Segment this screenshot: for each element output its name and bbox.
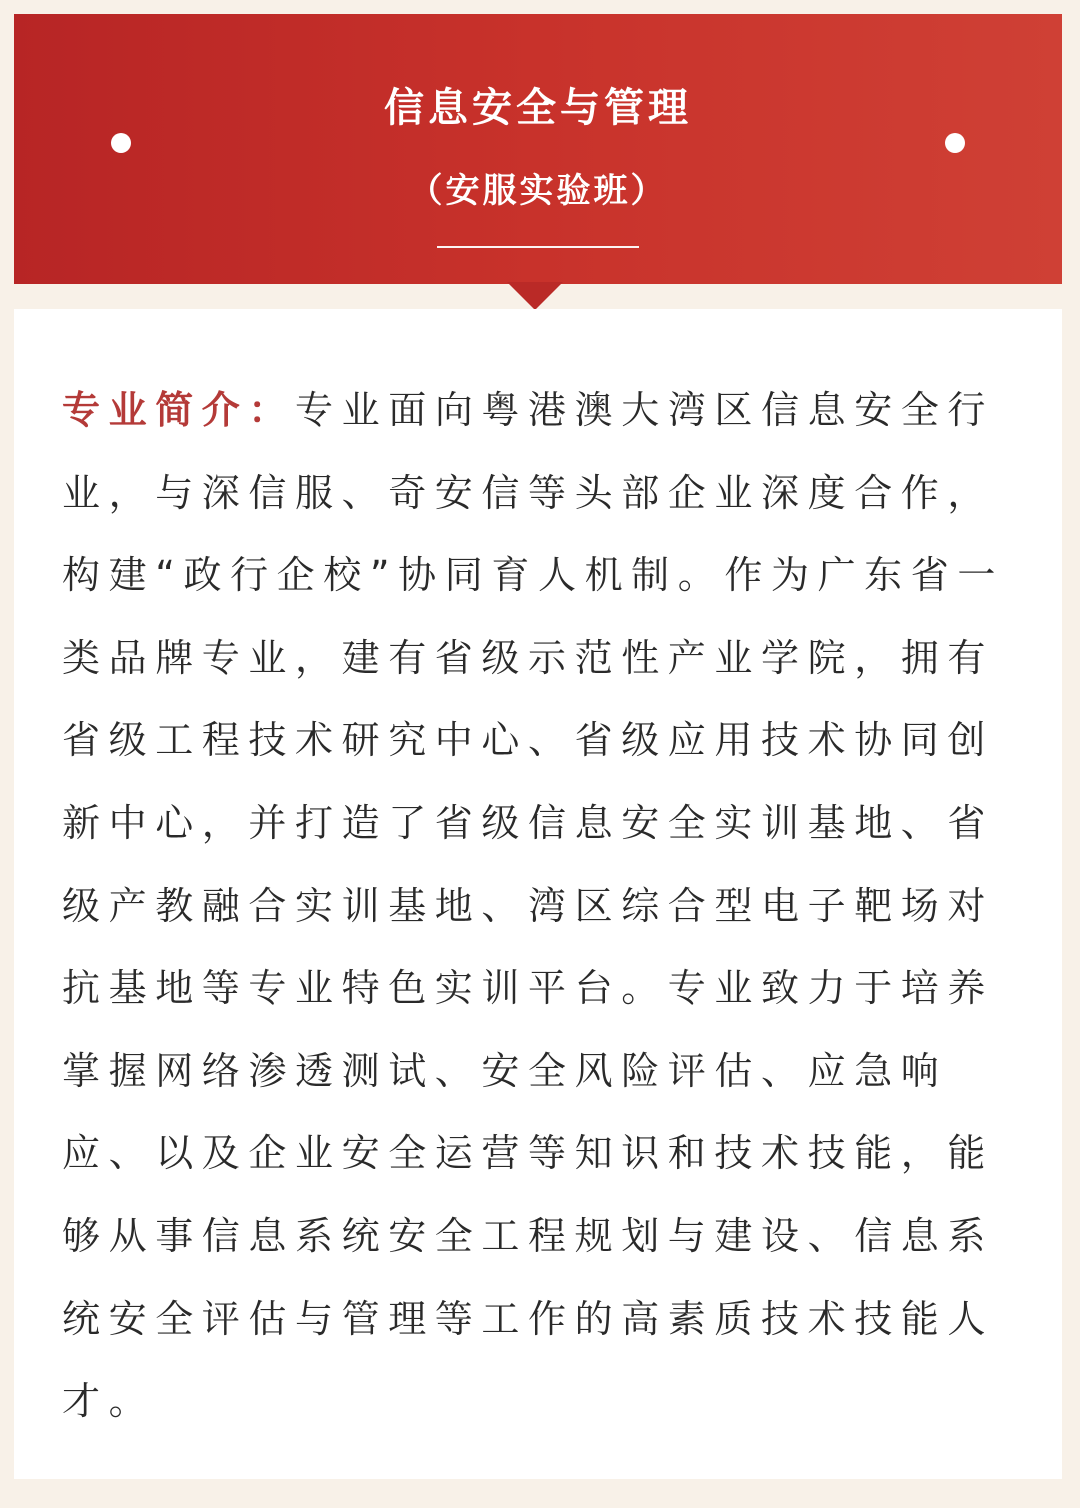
header-banner xyxy=(14,14,1062,284)
banner-pointer-icon xyxy=(507,282,563,310)
content-card xyxy=(14,309,1062,1479)
title-divider xyxy=(437,246,639,248)
intro-text: 专业面向粤港澳大湾区信息安全行业，与深信服、奇安信等头部企业深度合作，构建“政行企校”协同育人机制。作为广东省一类品牌专业，建有省级示范性产业学院，拥有省级工程技术研究中心、省级应用技术协同创新中心，并打造了省级信息安全实训基地、省级产教融合实训基地、湾区综合型电子靶场对抗基地等专业特色实训平台。专业致力于培养掌握网络渗透测试、安全风险评估、应急响应、以及企业安全运营等知识和技术技能，能够从事信息系统安全工程规划与建设、信息系统安全评估与管理等工作的高素质技术技能人才。 xyxy=(62,388,1004,1424)
intro-paragraph xyxy=(62,369,1014,1443)
page-title: 信息安全与管理 xyxy=(384,85,692,131)
decorative-dot-right-icon xyxy=(945,133,965,153)
intro-label: 专业简介： xyxy=(62,388,296,432)
decorative-dot-left-icon xyxy=(111,133,131,153)
page-subtitle: （安服实验班） xyxy=(408,171,668,211)
